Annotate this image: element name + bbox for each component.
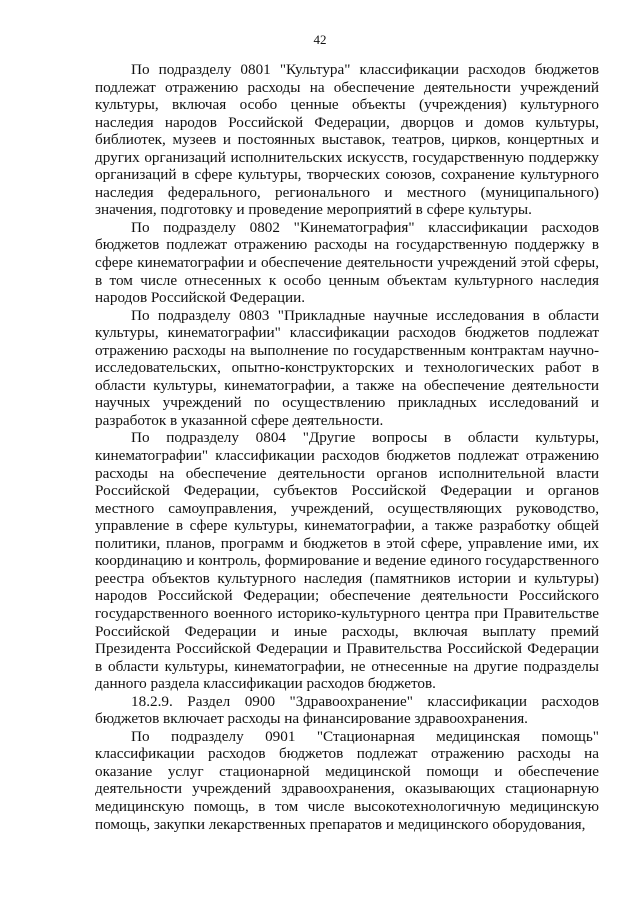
paragraph-0802-cinematography: По подразделу 0802 "Кинематография" классификации расходов бюджетов подлежат отражению расходы на государственную поддержку в сфере кинематографии и обеспечение деятельности учреждений этой сферы, в том числе отнесенных к особо ценным объектам культурного наследия народов Российской Федерации. [95, 218, 599, 307]
page-number: 42 [313, 32, 327, 47]
paragraph-section-0900-healthcare: 18.2.9. Раздел 0900 "Здравоохранение" классификации расходов бюджетов включает расходы на финансирование здравоохранения. [95, 692, 599, 728]
paragraph-0901-inpatient-care: По подразделу 0901 "Стационарная медицинская помощь" классификации расходов бюджетов подлежат отражению расходы на оказание услуг стационарной медицинской помощи и обеспечение деятельности учреждений здравоохранения, оказывающих стационарную медицинскую помощь, в том числе высокотехнологичную медицинскую помощь, закупки лекарственных препаратов и медицинского оборудования, [95, 727, 599, 833]
document-body [95, 61, 599, 833]
paragraph-0804-other-culture: По подразделу 0804 "Другие вопросы в области культуры, кинематографии" классификации расходов бюджетов подлежат отражению расходы на обеспечение деятельности органов исполнительной власти Российской Федерации, субъектов Российской Федерации и органов местного самоуправления, учреждений, осуществляющих руководство, управление в сфере культуры, кинематографии, а также разработку общей политики, планов, программ и бюджетов в этой сфере, управление ими, их координацию и контроль, формирование и ведение единого государственного реестра объектов культурного наследия (памятников истории и культуры) народов Российской Федерации; обеспечение деятельности Российского государственного военного историко-культурного центра при Правительстве Российской Федерации и иные расходы, включая выплату премий Президента Российской Федерации и Правительства Российской Федерации в области культуры, кинематографии, не отнесенные на другие подразделы данного раздела классификации расходов бюджетов. [95, 429, 599, 693]
paragraph-0801-culture: По подразделу 0801 "Культура" классификации расходов бюджетов подлежат отражению расходы на обеспечение деятельности учреждений культуры, включая особо ценные объекты (учреждения) культурного наследия народов Российской Федерации, дворцов и домов культуры, библиотек, музеев и постоянных выставок, театров, цирков, концертных и других организаций исполнительских искусств, государственную поддержку организаций в сфере культуры, творческих союзов, сохранение культурного наследия федерального, регионального и местного (муниципального) значения, подготовку и проведение мероприятий в сфере культуры. [95, 61, 599, 219]
paragraph-0803-applied-research: По подразделу 0803 "Прикладные научные исследования в области культуры, кинематографии" классификации расходов бюджетов подлежат отражению расходы на выполнение по государственным контрактам научно-исследовательских, опытно-конструкторских и технологических работ в области культуры, кинематографии, а также на обеспечение деятельности научных учреждений по осуществлению прикладных исследований и разработок в указанной сфере деятельности. [95, 306, 599, 429]
